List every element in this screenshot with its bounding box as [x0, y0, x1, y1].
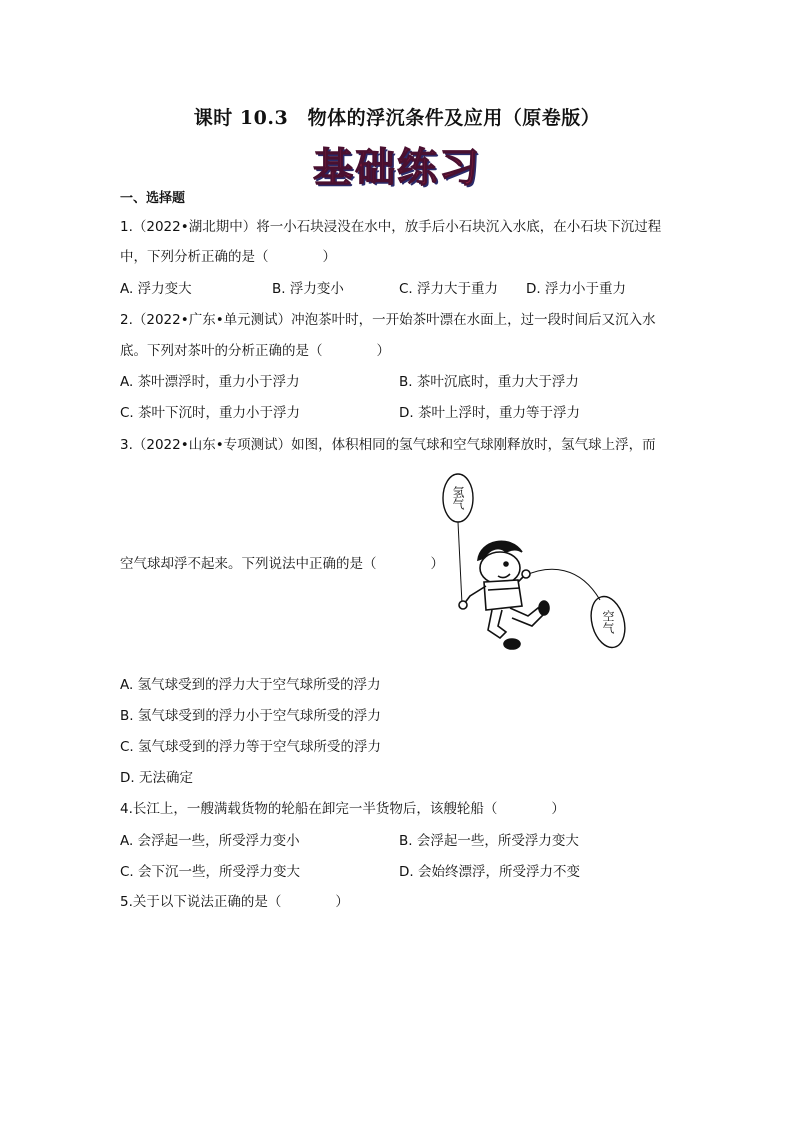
question-1-option-c: C. 浮力大于重力 — [399, 281, 499, 297]
section-heading: 一、选择题 — [120, 191, 186, 206]
question-4-option-b: B. 会浮起一些，所受浮力变大 — [399, 833, 579, 849]
question-1-option-d: D. 浮力小于重力 — [526, 281, 626, 297]
question-3-option-a: A. 氢气球受到的浮力大于空气球所受的浮力 — [120, 677, 381, 693]
question-3-option-d: D. 无法确定 — [120, 770, 193, 786]
question-5-line-1: 5.关于以下说法正确的是（ ） — [120, 894, 349, 910]
section-banner: 基础练习 — [313, 144, 481, 191]
air-balloon-label: 空气 — [601, 610, 615, 634]
question-1-option-a: A. 浮力变大 — [120, 281, 192, 297]
question-4-option-d: D. 会始终漂浮，所受浮力不变 — [399, 864, 580, 880]
page-title: 课时 10.3 物体的浮沉条件及应用（原卷版） — [193, 107, 601, 129]
question-4-option-a: A. 会浮起一些，所受浮力变小 — [120, 833, 300, 849]
question-1-option-b: B. 浮力变小 — [272, 281, 344, 297]
question-4-line-1: 4.长江上，一艘满载货物的轮船在卸完一半货物后，该艘轮船（ ） — [120, 801, 565, 817]
question-2-line-2: 底。下列对茶叶的分析正确的是（ ） — [120, 343, 390, 359]
question-3-line-2: 空气球却浮不起来。下列说法中正确的是（ ） — [120, 556, 444, 572]
question-2-option-a: A. 茶叶漂浮时，重力小于浮力 — [120, 374, 300, 390]
question-2-line-1: 2.（2022•广东•单元测试）冲泡茶叶时，一开始茶叶漂在水面上，过一段时间后又沉入水 — [120, 312, 656, 328]
question-2-option-d: D. 茶叶上浮时，重力等于浮力 — [399, 405, 580, 421]
question-1-line-1: 1.（2022•湖北期中）将一小石块浸没在水中，放手后小石块沉入水底，在小石块下沉过程 — [120, 219, 662, 235]
question-1-line-2: 中，下列分析正确的是（ ） — [120, 249, 336, 265]
question-2-option-c: C. 茶叶下沉时，重力小于浮力 — [120, 405, 301, 421]
question-3-option-b: B. 氢气球受到的浮力小于空气球所受的浮力 — [120, 708, 381, 724]
child-cartoon — [459, 541, 549, 649]
question-3-line-1: 3.（2022•山东•专项测试）如图，体积相同的氢气球和空气球刚释放时，氢气球上浮，而 — [120, 437, 656, 453]
hydrogen-balloon-label: 氢气 — [451, 486, 465, 510]
question-3-option-c: C. 氢气球受到的浮力等于空气球所受的浮力 — [120, 739, 382, 755]
air-string — [524, 569, 600, 600]
hydrogen-string — [458, 522, 462, 604]
question-4-option-c: C. 会下沉一些，所受浮力变大 — [120, 864, 301, 880]
balloon-figure — [440, 468, 640, 658]
question-2-option-b: B. 茶叶沉底时，重力大于浮力 — [399, 374, 579, 390]
